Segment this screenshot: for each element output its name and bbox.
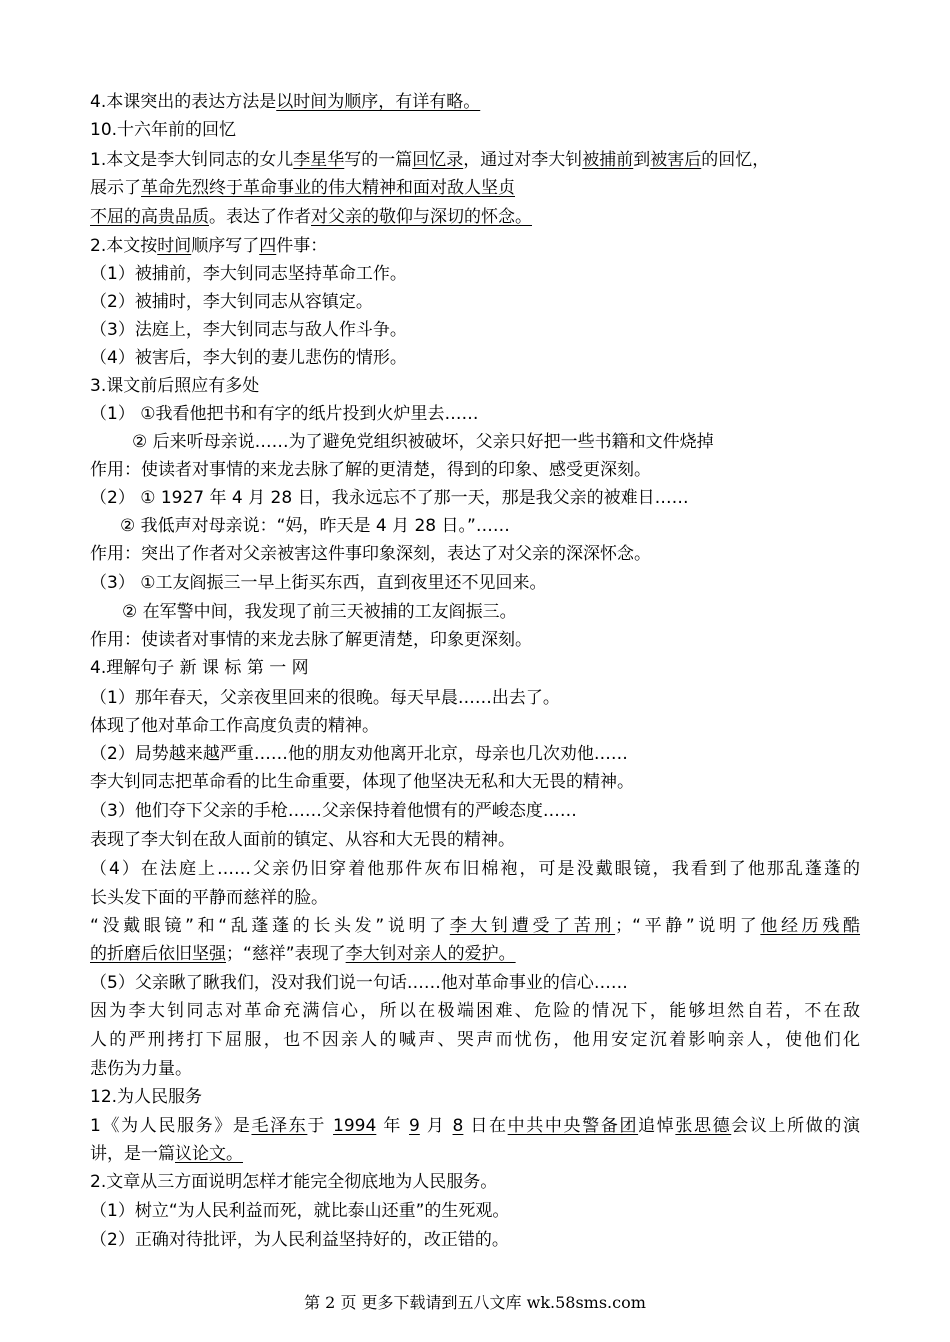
text-segment: （1） ①我看他把书和有字的纸片投到火炉里去…… <box>90 404 479 424</box>
text-segment: 李大钊同志把革命看的比生命重要，体现了他坚决无私和大无畏的精神。 <box>90 772 634 792</box>
list-item <box>90 262 407 286</box>
text-segment: 2.本文按 <box>90 236 158 256</box>
text-line <box>90 714 379 738</box>
underlined-answer: 的折磨后依旧坚强 <box>90 944 226 964</box>
text-segment: 会议上所做的演 <box>731 1116 861 1136</box>
list-item <box>132 430 714 454</box>
text-line <box>90 205 532 229</box>
list-item <box>90 971 628 995</box>
text-segment: 3.课文前后照应有多处 <box>90 376 260 396</box>
text-line <box>90 770 634 794</box>
text-segment: （2） ① 1927 年 4 月 28 日，我永远忘不了那一天，那是我父亲的被难日…… <box>90 488 689 508</box>
text-segment: 长头发下面的平静而慈祥的脸。 <box>90 888 328 908</box>
text-line <box>90 458 651 482</box>
text-segment: 日在 <box>463 1116 508 1136</box>
underlined-answer: 以时间为顺序，有详有略。 <box>276 92 481 112</box>
list-item <box>90 486 689 510</box>
text-line <box>90 999 860 1023</box>
text-line <box>90 1057 192 1081</box>
underlined-answer: 李大钊对亲人的爱护。 <box>345 944 516 964</box>
text-line <box>90 886 328 910</box>
text-line <box>90 828 515 852</box>
text-line <box>90 1028 860 1052</box>
text-segment: 作用：使读者对事情的来龙去脉了解的更清楚，得到的印象、感受更深刻。 <box>90 460 651 480</box>
section-heading <box>90 118 236 142</box>
list-item <box>90 402 478 426</box>
text-segment: 体现了他对革命工作高度负责的精神。 <box>90 716 379 736</box>
text-segment: 。表达了作者 <box>209 207 311 227</box>
text-segment: （3） ①工友阎振三一早上街买东西，直到夜里还不见回来。 <box>90 573 547 593</box>
underlined-answer: 对父亲的敬仰与深切的怀念。 <box>311 207 532 227</box>
text-segment: 追悼 <box>638 1116 676 1136</box>
list-item <box>90 1228 509 1252</box>
underlined-answer: 他经历残酷 <box>760 916 861 936</box>
text-segment: （2）正确对待批评，为人民利益坚持好的，改正错的。 <box>90 1230 509 1250</box>
list-item <box>90 571 546 595</box>
text-segment: “没戴眼镜”和“乱蓬蓬的长头发”说明了 <box>90 916 450 936</box>
list-item <box>90 346 407 370</box>
text-segment: ② 在军警中间，我发现了前三天被捕的工友阎振三。 <box>122 602 517 622</box>
text-line <box>90 176 515 200</box>
text-segment: 12.为人民服务 <box>90 1087 203 1107</box>
underlined-answer: 8 <box>452 1116 464 1136</box>
text-segment: （4）被害后，李大钊的妻儿悲伤的情形。 <box>90 348 407 368</box>
text-segment: （5）父亲瞅了瞅我们，没对我们说一句话……他对革命事业的信心…… <box>90 973 628 993</box>
text-segment: （1）被捕前，李大钊同志坚持革命工作。 <box>90 264 407 284</box>
list-item <box>122 600 517 624</box>
text-line <box>90 914 860 938</box>
text-segment: 10.十六年前的回忆 <box>90 120 237 140</box>
underlined-answer: 李星华 <box>293 150 345 170</box>
text-segment: 的回忆， <box>701 150 770 170</box>
list-item <box>90 1199 509 1223</box>
text-segment: 悲伤为力量。 <box>90 1059 192 1079</box>
text-segment: 于 <box>307 1116 334 1136</box>
text-segment: ；“慈祥”表现了 <box>226 944 346 964</box>
underlined-answer: 张思德 <box>675 1116 732 1136</box>
underlined-answer: 1994 <box>333 1116 377 1136</box>
list-item <box>90 290 373 314</box>
list-item <box>90 799 577 823</box>
text-line <box>90 656 309 680</box>
section-heading <box>90 1085 202 1109</box>
text-segment: 作用：使读者对事情的来龙去脉了解更清楚，印象更深刻。 <box>90 630 532 650</box>
text-segment: ② 我低声对母亲说：“妈，昨天是 4 月 28 日。”…… <box>120 516 510 536</box>
text-segment: 年 <box>376 1116 410 1136</box>
text-line <box>90 1170 497 1194</box>
text-segment: 月 <box>419 1116 453 1136</box>
text-segment: （3）法庭上，李大钊同志与敌人作斗争。 <box>90 320 407 340</box>
text-line <box>90 1142 243 1166</box>
underlined-answer: 9 <box>409 1116 420 1136</box>
text-segment: ② 后来听母亲说……为了避免党组织被破坏，父亲只好把一些书籍和文件烧掉 <box>132 432 714 452</box>
underlined-answer: 四 <box>259 236 277 256</box>
text-line <box>90 234 327 258</box>
text-segment: 到 <box>633 150 651 170</box>
underlined-answer: 中共中央警备团 <box>507 1116 639 1136</box>
underlined-answer: 毛泽东 <box>251 1116 308 1136</box>
text-segment: 讲，是一篇 <box>90 1144 175 1164</box>
text-segment: （2）被捕时，李大钊同志从容镇定。 <box>90 292 373 312</box>
underlined-answer: 不屈的高贵品质 <box>90 207 209 227</box>
underlined-answer: 时间 <box>157 236 192 256</box>
text-segment: 因为李大钊同志对革命充满信心，所以在极端困难、危险的情况下，能够坦然自若，不在敌 <box>90 1001 860 1021</box>
text-segment: 1《为人民服务》是 <box>90 1116 252 1136</box>
page-footer: 第 2 页 更多下载请到五八文库 wk.58sms.com <box>304 1293 646 1312</box>
underlined-answer: 被捕前 <box>582 150 634 170</box>
text-line <box>90 1114 860 1138</box>
text-segment: （3）他们夺下父亲的手枪……父亲保持着他惯有的严峻态度…… <box>90 801 577 821</box>
text-segment: 表现了李大钊在敌人面前的镇定、从容和大无畏的精神。 <box>90 830 515 850</box>
underlined-answer: 议论文。 <box>175 1144 243 1164</box>
underlined-answer: 李大钊遭受了苦刑 <box>449 916 616 936</box>
text-segment: （2）局势越来越严重……他的朋友劝他离开北京，母亲也几次劝他…… <box>90 744 628 764</box>
text-segment: （1）树立“为人民利益而死，就比泰山还重”的生死观。 <box>90 1201 510 1221</box>
text-line <box>90 374 259 398</box>
text-line <box>90 542 651 566</box>
text-segment: 展示了 <box>90 178 141 198</box>
text-segment: 4.理解句子 新 课 标 第 一 网 <box>90 658 309 678</box>
list-item <box>90 857 860 881</box>
underlined-answer: 被害后 <box>650 150 702 170</box>
list-item <box>90 318 407 342</box>
text-segment: ，通过对李大钊 <box>463 150 583 170</box>
text-segment: 4.本课突出的表达方法是 <box>90 92 277 112</box>
text-line <box>90 148 769 172</box>
text-segment: 写的一篇 <box>344 150 413 170</box>
text-segment: （1）那年春天，父亲夜里回来的很晚。每天早晨……出去了。 <box>90 688 560 708</box>
text-line <box>90 942 516 966</box>
text-segment: 作用：突出了作者对父亲被害这件事印象深刻，表达了对父亲的深深怀念。 <box>90 544 651 564</box>
text-line <box>90 628 532 652</box>
text-segment: 1.本文是李大钊同志的女儿 <box>90 150 294 170</box>
underlined-answer: 回忆录 <box>412 150 464 170</box>
text-segment: （4）在法庭上……父亲仍旧穿着他那件灰布旧棉袍，可是没戴眼镜，我看到了他那乱蓬蓬的 <box>90 859 860 879</box>
text-segment: 2.文章从三方面说明怎样才能完全彻底地为人民服务。 <box>90 1172 498 1192</box>
list-item <box>90 686 560 710</box>
list-item <box>120 514 510 538</box>
text-segment: 顺序写了 <box>191 236 260 256</box>
text-segment: 人的严刑拷打下屈服，也不因亲人的喊声、哭声而忧伤，他用安定沉着影响亲人，使他们化 <box>90 1030 860 1050</box>
underlined-answer: 革命先烈终于革命事业的伟大精神和面对敌人坚贞 <box>141 178 515 198</box>
list-item <box>90 742 628 766</box>
text-line <box>90 90 480 114</box>
text-segment: ；“平静”说明了 <box>615 916 761 936</box>
text-segment: 件事： <box>276 236 328 256</box>
